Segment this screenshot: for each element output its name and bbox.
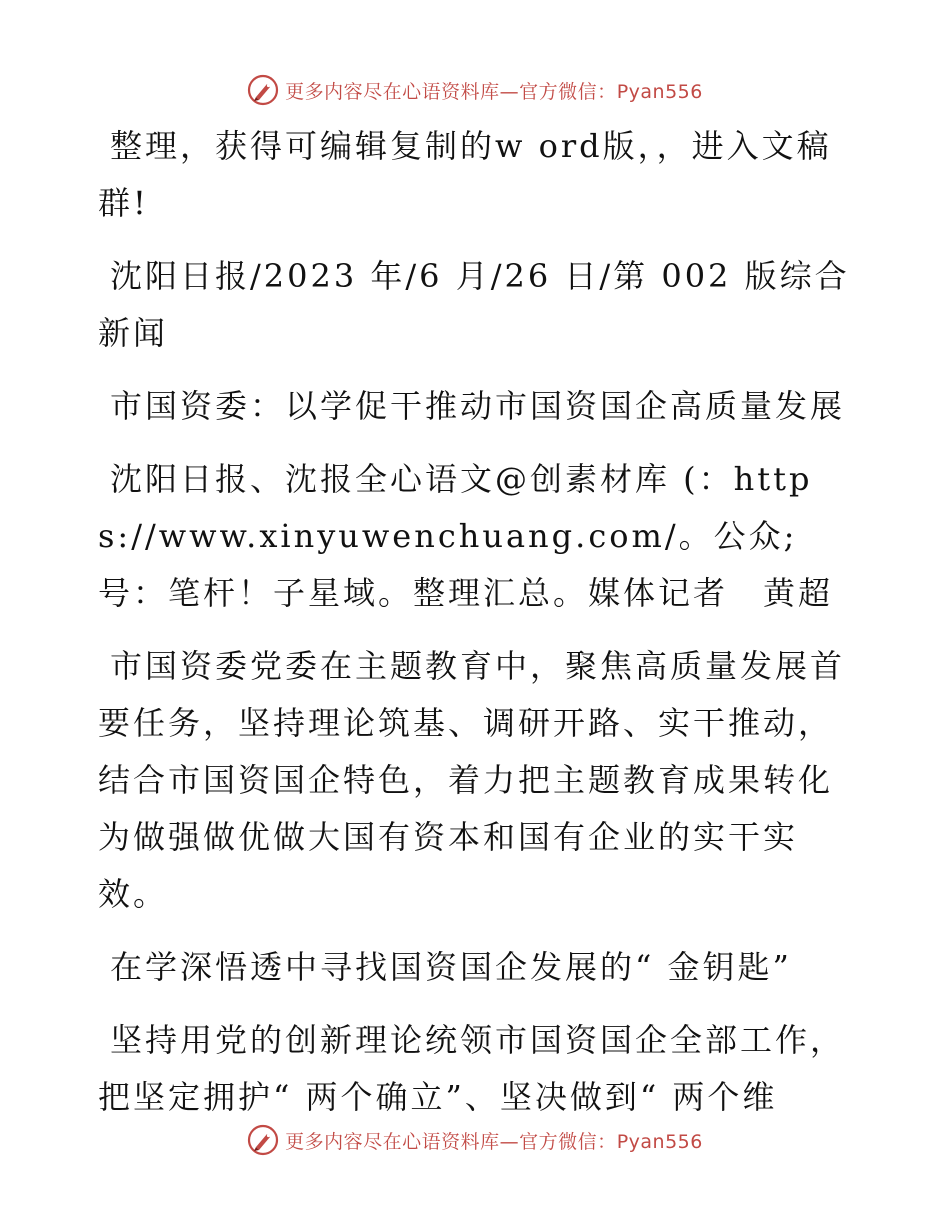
watermark-wechat-id: Pyan556	[616, 80, 703, 103]
watermark-main: 更多内容尽在心语资料库—	[285, 1130, 520, 1153]
watermark-wechat-label: 官方微信：	[519, 80, 617, 103]
watermark-text	[285, 1127, 703, 1154]
paragraph-body: 坚持用党的创新理论统领市国资国企全部工作，把坚定拥护“ 两个确立”、坚决做到“ 两个维	[98, 1021, 846, 1116]
watermark-wechat-id: Pyan556	[616, 1130, 703, 1153]
watermark-main: 更多内容尽在心语资料库—	[285, 80, 520, 103]
document-body	[98, 118, 858, 1142]
paragraph-source: 沈阳日报/2023 年/6 月/26 日/第 002 版综合新闻	[98, 257, 850, 352]
watermark-wechat-label: 官方微信：	[519, 1130, 617, 1153]
watermark-footer	[0, 1120, 950, 1160]
paragraph-lead: 市国资委党委在主题教育中，聚焦高质量发展首要任务，坚持理论筑基、调研开路、实干推动，结合市国资国企特色，着力把主题教育成果转化为做强做优做大国有资本和国有企业的实干实效。	[98, 647, 846, 913]
article-title: 市国资委：以学促干推动市国资国企高质量发展	[110, 387, 846, 425]
watermark-text	[285, 77, 703, 104]
watermark-header	[0, 70, 950, 110]
section-heading: 在学深悟透中寻找国资国企发展的“ 金钥匙”	[110, 948, 792, 986]
paragraph-byline: 沈阳日报、沈报全心语文@创素材库 (：https://www.xinyuwenchuang.com/。公众;号：笔杆！子星域。整理汇总。媒体记者 黄超	[98, 460, 834, 612]
paragraph-intro: 整理，获得可编辑复制的w ord版，，进入文稿群!	[98, 127, 832, 222]
pen-logo-icon	[247, 1124, 279, 1156]
pen-logo-icon	[247, 74, 279, 106]
